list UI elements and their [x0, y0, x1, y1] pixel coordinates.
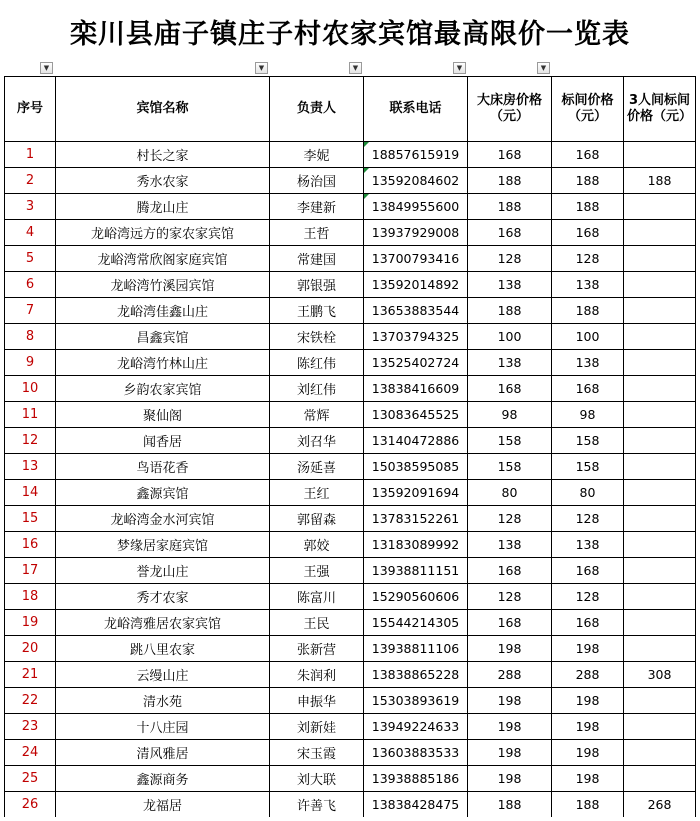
- cell-owner[interactable]: 刘大联: [270, 766, 364, 792]
- cell-triple-price[interactable]: [624, 298, 696, 324]
- cell-index[interactable]: 16: [5, 532, 56, 558]
- cell-phone[interactable]: [364, 506, 468, 532]
- cell-hotel-name[interactable]: 秀水农家: [56, 168, 270, 194]
- cell-hotel-name[interactable]: 龙峪湾佳鑫山庄: [56, 298, 270, 324]
- cell-owner[interactable]: 郭银强: [270, 272, 364, 298]
- phone-text: 13937929008: [371, 225, 460, 240]
- cell-index[interactable]: 14: [5, 480, 56, 506]
- cell-double-bed-price[interactable]: 128: [468, 584, 552, 610]
- cell-hotel-name[interactable]: 誉龙山庄: [56, 558, 270, 584]
- cell-standard-price[interactable]: 80: [552, 480, 624, 506]
- phone-text: 13525402724: [371, 355, 460, 370]
- table-row: [5, 454, 696, 480]
- cell-double-bed-price[interactable]: 188: [468, 194, 552, 220]
- cell-standard-price[interactable]: 198: [552, 688, 624, 714]
- phone-text: 13700793416: [371, 251, 460, 266]
- cell-double-bed-price[interactable]: 158: [468, 428, 552, 454]
- cell-phone[interactable]: [364, 142, 468, 168]
- comment-marker-icon: [364, 168, 369, 173]
- cell-double-bed-price[interactable]: 168: [468, 558, 552, 584]
- header-hotel-name[interactable]: 宾馆名称: [56, 77, 270, 142]
- cell-standard-price[interactable]: 188: [552, 298, 624, 324]
- table-row: [5, 168, 696, 194]
- cell-double-bed-price[interactable]: 198: [468, 636, 552, 662]
- cell-double-bed-price[interactable]: 198: [468, 766, 552, 792]
- cell-owner[interactable]: 刘新娃: [270, 714, 364, 740]
- cell-double-bed-price[interactable]: 158: [468, 454, 552, 480]
- cell-owner[interactable]: 陈红伟: [270, 350, 364, 376]
- cell-triple-price[interactable]: [624, 558, 696, 584]
- cell-hotel-name[interactable]: 龙峪湾竹林山庄: [56, 350, 270, 376]
- cell-phone[interactable]: [364, 480, 468, 506]
- cell-owner[interactable]: 申振华: [270, 688, 364, 714]
- table-row: [5, 506, 696, 532]
- cell-phone[interactable]: [364, 558, 468, 584]
- table-row: [5, 714, 696, 740]
- phone-text: 15303893619: [371, 693, 460, 708]
- cell-triple-price[interactable]: [624, 272, 696, 298]
- cell-triple-price[interactable]: [624, 610, 696, 636]
- cell-owner[interactable]: 郭留森: [270, 506, 364, 532]
- cell-triple-price[interactable]: [624, 142, 696, 168]
- phone-text: 15544214305: [371, 615, 460, 630]
- table-row: [5, 480, 696, 506]
- table-row: [5, 662, 696, 688]
- cell-hotel-name[interactable]: 龙峪湾竹溪园宾馆: [56, 272, 270, 298]
- cell-hotel-name[interactable]: 龙峪湾雅居农家宾馆: [56, 610, 270, 636]
- cell-double-bed-price[interactable]: 168: [468, 610, 552, 636]
- cell-owner[interactable]: 常辉: [270, 402, 364, 428]
- cell-double-bed-price[interactable]: 98: [468, 402, 552, 428]
- phone-text: 13838428475: [371, 797, 460, 812]
- header-standard-price[interactable]: 标间价格（元）: [552, 77, 624, 142]
- cell-standard-price[interactable]: 188: [552, 792, 624, 818]
- cell-phone[interactable]: [364, 740, 468, 766]
- comment-marker-icon: [364, 142, 369, 147]
- cell-index[interactable]: 5: [5, 246, 56, 272]
- cell-triple-price[interactable]: [624, 636, 696, 662]
- cell-hotel-name[interactable]: 梦缘居家庭宾馆: [56, 532, 270, 558]
- cell-owner[interactable]: 朱润利: [270, 662, 364, 688]
- cell-standard-price[interactable]: 188: [552, 168, 624, 194]
- cell-owner[interactable]: 李建新: [270, 194, 364, 220]
- cell-hotel-name[interactable]: 聚仙阁: [56, 402, 270, 428]
- cell-standard-price[interactable]: 138: [552, 272, 624, 298]
- cell-double-bed-price[interactable]: 168: [468, 376, 552, 402]
- cell-standard-price[interactable]: 100: [552, 324, 624, 350]
- cell-owner[interactable]: 常建国: [270, 246, 364, 272]
- cell-phone[interactable]: [364, 324, 468, 350]
- cell-standard-price[interactable]: 158: [552, 428, 624, 454]
- header-index[interactable]: 序号: [5, 77, 56, 142]
- cell-double-bed-price[interactable]: 138: [468, 272, 552, 298]
- phone-text: 13140472886: [371, 433, 460, 448]
- cell-double-bed-price[interactable]: 198: [468, 740, 552, 766]
- header-row: [5, 77, 696, 142]
- sheet-title: 栾川县庙子镇庄子村农家宾馆最高限价一览表: [70, 18, 630, 50]
- cell-triple-price[interactable]: [624, 506, 696, 532]
- cell-standard-price[interactable]: 168: [552, 376, 624, 402]
- cell-index[interactable]: 21: [5, 662, 56, 688]
- cell-triple-price[interactable]: [624, 584, 696, 610]
- table-row: [5, 610, 696, 636]
- table-row: [5, 558, 696, 584]
- header-owner[interactable]: 负责人: [270, 77, 364, 142]
- cell-owner[interactable]: 刘召华: [270, 428, 364, 454]
- cell-triple-price[interactable]: [624, 246, 696, 272]
- filter-dropdown-icon[interactable]: ▼: [349, 62, 362, 74]
- table-row: [5, 428, 696, 454]
- cell-hotel-name[interactable]: 鑫源商务: [56, 766, 270, 792]
- cell-index[interactable]: 17: [5, 558, 56, 584]
- phone-text: 18857615919: [371, 147, 460, 162]
- phone-text: 13083645525: [371, 407, 460, 422]
- cell-index[interactable]: 19: [5, 610, 56, 636]
- table-row: [5, 688, 696, 714]
- cell-index[interactable]: 10: [5, 376, 56, 402]
- cell-triple-price[interactable]: [624, 324, 696, 350]
- cell-standard-price[interactable]: 168: [552, 558, 624, 584]
- cell-phone[interactable]: [364, 688, 468, 714]
- cell-standard-price[interactable]: 98: [552, 402, 624, 428]
- phone-text: 13603883533: [371, 745, 460, 760]
- cell-phone[interactable]: [364, 584, 468, 610]
- cell-index[interactable]: 15: [5, 506, 56, 532]
- table-row: [5, 298, 696, 324]
- cell-phone[interactable]: [364, 454, 468, 480]
- cell-standard-price[interactable]: 168: [552, 220, 624, 246]
- cell-index[interactable]: 12: [5, 428, 56, 454]
- table-row: [5, 220, 696, 246]
- cell-index[interactable]: 25: [5, 766, 56, 792]
- cell-phone[interactable]: [364, 194, 468, 220]
- cell-standard-price[interactable]: 158: [552, 454, 624, 480]
- cell-owner[interactable]: 王民: [270, 610, 364, 636]
- cell-index[interactable]: 8: [5, 324, 56, 350]
- cell-standard-price[interactable]: 198: [552, 766, 624, 792]
- phone-text: 13703794325: [371, 329, 460, 344]
- phone-text: 13938885186: [371, 771, 460, 786]
- cell-double-bed-price[interactable]: 128: [468, 246, 552, 272]
- filter-dropdown-icon[interactable]: ▼: [255, 62, 268, 74]
- cell-triple-price[interactable]: [624, 480, 696, 506]
- cell-hotel-name[interactable]: 龙峪湾远方的家农家宾馆: [56, 220, 270, 246]
- table-row: [5, 194, 696, 220]
- cell-index[interactable]: 9: [5, 350, 56, 376]
- cell-hotel-name[interactable]: 云缦山庄: [56, 662, 270, 688]
- phone-text: 13592014892: [371, 277, 460, 292]
- cell-owner[interactable]: 王哲: [270, 220, 364, 246]
- cell-triple-price[interactable]: [624, 740, 696, 766]
- cell-triple-price[interactable]: [624, 454, 696, 480]
- cell-standard-price[interactable]: 198: [552, 740, 624, 766]
- cell-owner[interactable]: 张新营: [270, 636, 364, 662]
- cell-phone[interactable]: [364, 220, 468, 246]
- cell-triple-price[interactable]: [624, 402, 696, 428]
- cell-triple-price[interactable]: [624, 714, 696, 740]
- cell-phone[interactable]: [364, 714, 468, 740]
- cell-owner[interactable]: 郭姣: [270, 532, 364, 558]
- cell-index[interactable]: 2: [5, 168, 56, 194]
- cell-owner[interactable]: 王红: [270, 480, 364, 506]
- phone-text: 13183089992: [371, 537, 460, 552]
- cell-standard-price[interactable]: 128: [552, 584, 624, 610]
- cell-standard-price[interactable]: 168: [552, 142, 624, 168]
- table-row: [5, 532, 696, 558]
- cell-triple-price[interactable]: [624, 766, 696, 792]
- cell-index[interactable]: 4: [5, 220, 56, 246]
- phone-text: 13838416609: [371, 381, 460, 396]
- phone-text: 15290560606: [371, 589, 460, 604]
- cell-phone[interactable]: [364, 298, 468, 324]
- cell-owner[interactable]: 陈富川: [270, 584, 364, 610]
- cell-hotel-name[interactable]: 十八庄园: [56, 714, 270, 740]
- cell-double-bed-price[interactable]: 198: [468, 688, 552, 714]
- cell-owner[interactable]: 许善飞: [270, 792, 364, 818]
- table-row: [5, 376, 696, 402]
- cell-double-bed-price[interactable]: 188: [468, 792, 552, 818]
- table-row: [5, 246, 696, 272]
- cell-double-bed-price[interactable]: 80: [468, 480, 552, 506]
- cell-index[interactable]: 18: [5, 584, 56, 610]
- phone-text: 13949224633: [371, 719, 460, 734]
- cell-hotel-name[interactable]: 清风雅居: [56, 740, 270, 766]
- filter-dropdown-icon[interactable]: ▼: [453, 62, 466, 74]
- cell-triple-price[interactable]: [624, 194, 696, 220]
- cell-double-bed-price[interactable]: 168: [468, 220, 552, 246]
- cell-hotel-name[interactable]: 腾龙山庄: [56, 194, 270, 220]
- cell-triple-price[interactable]: 188: [624, 168, 696, 194]
- cell-double-bed-price[interactable]: 138: [468, 532, 552, 558]
- cell-triple-price[interactable]: 268: [624, 792, 696, 818]
- cell-double-bed-price[interactable]: 198: [468, 714, 552, 740]
- cell-triple-price[interactable]: [624, 350, 696, 376]
- phone-text: 13783152261: [371, 511, 460, 526]
- cell-hotel-name[interactable]: 龙峪湾金水河宾馆: [56, 506, 270, 532]
- cell-index[interactable]: 22: [5, 688, 56, 714]
- filter-dropdown-icon[interactable]: ▼: [40, 62, 53, 74]
- cell-hotel-name[interactable]: 秀才农家: [56, 584, 270, 610]
- phone-text: 13938811106: [371, 641, 460, 656]
- cell-owner[interactable]: 杨治国: [270, 168, 364, 194]
- cell-index[interactable]: 24: [5, 740, 56, 766]
- cell-owner[interactable]: 李妮: [270, 142, 364, 168]
- cell-phone[interactable]: [364, 662, 468, 688]
- cell-index[interactable]: 23: [5, 714, 56, 740]
- cell-index[interactable]: 3: [5, 194, 56, 220]
- cell-standard-price[interactable]: 138: [552, 350, 624, 376]
- table-row: [5, 584, 696, 610]
- cell-hotel-name[interactable]: 村长之家: [56, 142, 270, 168]
- table-row: [5, 792, 696, 818]
- cell-double-bed-price[interactable]: 100: [468, 324, 552, 350]
- table-row: [5, 766, 696, 792]
- cell-triple-price[interactable]: [624, 428, 696, 454]
- cell-double-bed-price[interactable]: 188: [468, 168, 552, 194]
- cell-standard-price[interactable]: 198: [552, 636, 624, 662]
- phone-text: 13653883544: [371, 303, 460, 318]
- cell-standard-price[interactable]: 128: [552, 246, 624, 272]
- cell-standard-price[interactable]: 138: [552, 532, 624, 558]
- table-row: [5, 636, 696, 662]
- autofilter-row: [0, 62, 700, 76]
- cell-owner[interactable]: 刘红伟: [270, 376, 364, 402]
- cell-phone[interactable]: [364, 168, 468, 194]
- cell-phone[interactable]: [364, 272, 468, 298]
- cell-index[interactable]: 6: [5, 272, 56, 298]
- table-row: [5, 402, 696, 428]
- cell-phone[interactable]: [364, 246, 468, 272]
- cell-phone[interactable]: [364, 350, 468, 376]
- cell-index[interactable]: 26: [5, 792, 56, 818]
- table-row: [5, 272, 696, 298]
- cell-standard-price[interactable]: 198: [552, 714, 624, 740]
- phone-text: 13592084602: [371, 173, 460, 188]
- table-row: [5, 324, 696, 350]
- cell-phone[interactable]: [364, 532, 468, 558]
- cell-owner[interactable]: 王强: [270, 558, 364, 584]
- cell-hotel-name[interactable]: 闻香居: [56, 428, 270, 454]
- cell-index[interactable]: 11: [5, 402, 56, 428]
- phone-text: 15038595085: [371, 459, 460, 474]
- cell-phone[interactable]: [364, 428, 468, 454]
- cell-hotel-name[interactable]: 乡韵农家宾馆: [56, 376, 270, 402]
- cell-index[interactable]: 1: [5, 142, 56, 168]
- cell-phone[interactable]: [364, 766, 468, 792]
- cell-double-bed-price[interactable]: 168: [468, 142, 552, 168]
- comment-marker-icon: [364, 194, 369, 199]
- phone-text: 13938811151: [371, 563, 460, 578]
- phone-text: 13838865228: [371, 667, 460, 682]
- cell-index[interactable]: 13: [5, 454, 56, 480]
- cell-owner[interactable]: 宋玉霞: [270, 740, 364, 766]
- cell-phone[interactable]: [364, 402, 468, 428]
- cell-standard-price[interactable]: 168: [552, 610, 624, 636]
- cell-hotel-name[interactable]: 鑫源宾馆: [56, 480, 270, 506]
- cell-triple-price[interactable]: [624, 376, 696, 402]
- table-row: [5, 350, 696, 376]
- header-phone[interactable]: 联系电话: [364, 77, 468, 142]
- cell-owner[interactable]: 宋铁栓: [270, 324, 364, 350]
- table-row: [5, 740, 696, 766]
- cell-triple-price[interactable]: [624, 220, 696, 246]
- cell-hotel-name[interactable]: 龙福居: [56, 792, 270, 818]
- cell-phone[interactable]: [364, 636, 468, 662]
- header-double-bed-price[interactable]: 大床房价格（元）: [468, 77, 552, 142]
- table-row: [5, 142, 696, 168]
- cell-standard-price[interactable]: 188: [552, 194, 624, 220]
- cell-triple-price[interactable]: [624, 688, 696, 714]
- cell-double-bed-price[interactable]: 128: [468, 506, 552, 532]
- cell-double-bed-price[interactable]: 138: [468, 350, 552, 376]
- cell-hotel-name[interactable]: 鸟语花香: [56, 454, 270, 480]
- cell-hotel-name[interactable]: 跳八里农家: [56, 636, 270, 662]
- cell-double-bed-price[interactable]: 188: [468, 298, 552, 324]
- cell-hotel-name[interactable]: 清水苑: [56, 688, 270, 714]
- filter-dropdown-icon[interactable]: ▼: [537, 62, 550, 74]
- cell-triple-price[interactable]: 308: [624, 662, 696, 688]
- cell-phone[interactable]: [364, 792, 468, 818]
- phone-text: 13592091694: [371, 485, 460, 500]
- cell-index[interactable]: 20: [5, 636, 56, 662]
- cell-phone[interactable]: [364, 376, 468, 402]
- header-triple-price[interactable]: 3人间标间价格（元）: [624, 77, 696, 142]
- cell-owner[interactable]: 王鹏飞: [270, 298, 364, 324]
- cell-standard-price[interactable]: 288: [552, 662, 624, 688]
- cell-owner[interactable]: 汤延喜: [270, 454, 364, 480]
- phone-text: 13849955600: [371, 199, 460, 214]
- cell-index[interactable]: 7: [5, 298, 56, 324]
- cell-phone[interactable]: [364, 610, 468, 636]
- cell-hotel-name[interactable]: 龙峪湾常欣阁家庭宾馆: [56, 246, 270, 272]
- cell-double-bed-price[interactable]: 288: [468, 662, 552, 688]
- cell-standard-price[interactable]: 128: [552, 506, 624, 532]
- cell-hotel-name[interactable]: 昌鑫宾馆: [56, 324, 270, 350]
- cell-triple-price[interactable]: [624, 532, 696, 558]
- price-table: [4, 76, 696, 817]
